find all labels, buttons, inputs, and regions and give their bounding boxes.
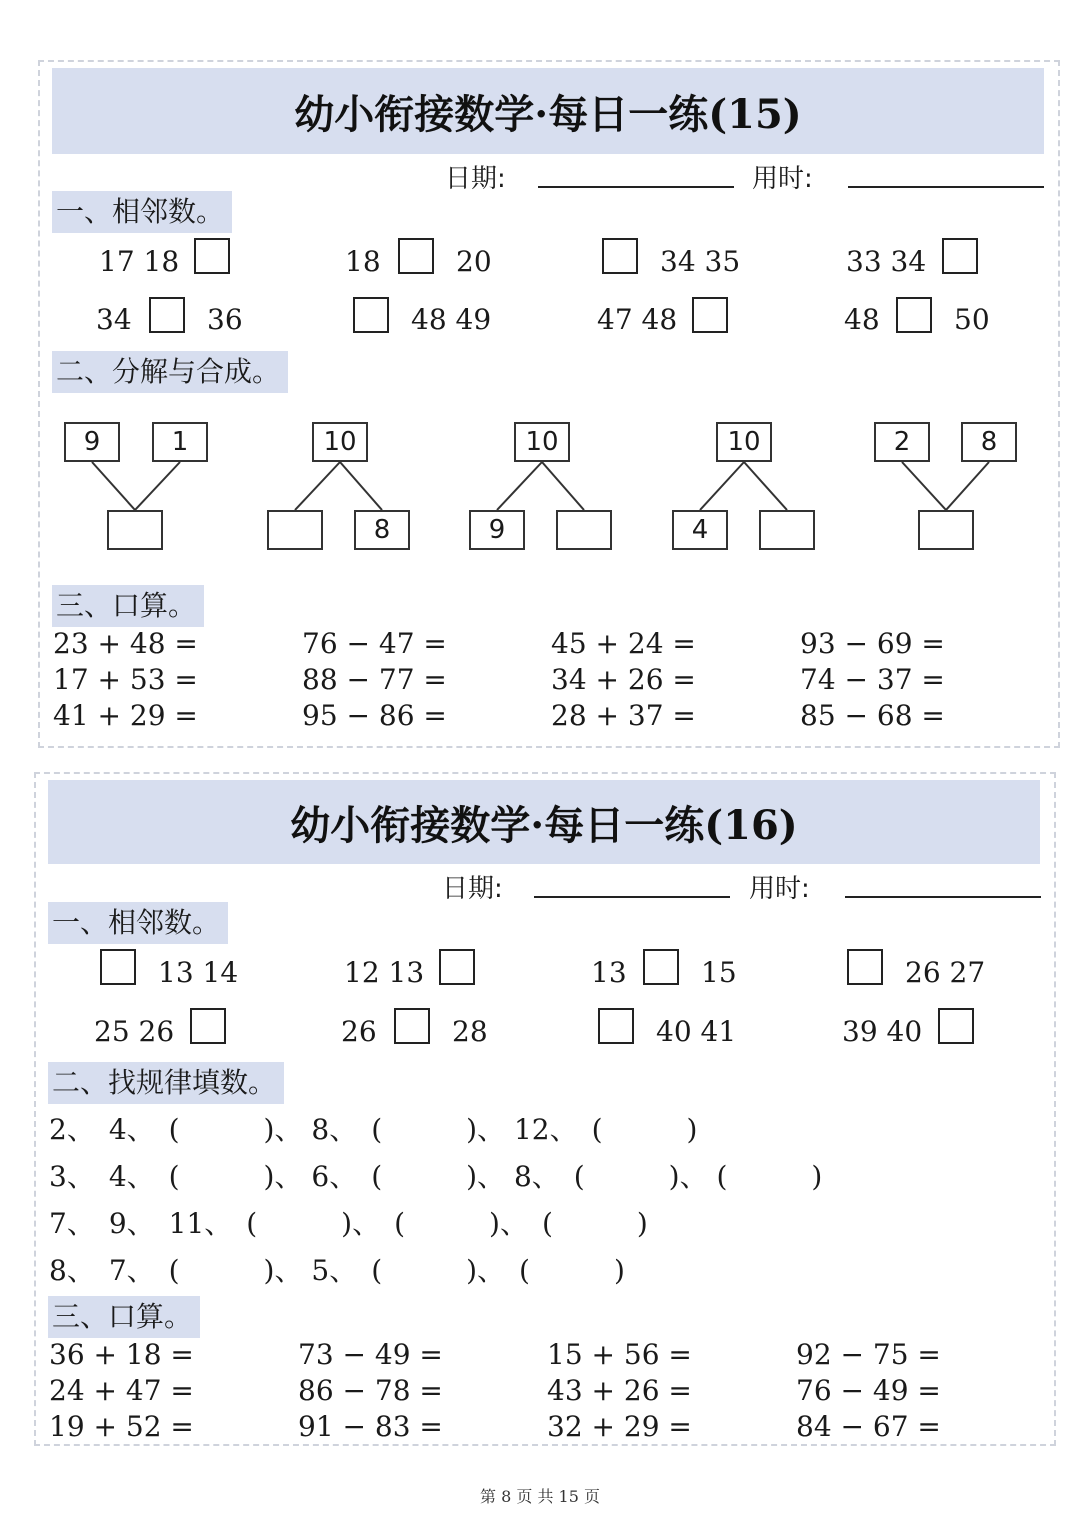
adjacent-number: 28 (452, 1015, 488, 1048)
worksheet-title: 幼小衔接数学·每日一练(16) (48, 780, 1040, 864)
time-label: 用时: (752, 164, 813, 194)
calc-problem: 95 − 86 = (302, 699, 447, 732)
calc-problem: 86 − 78 = (298, 1374, 443, 1407)
section-number-patterns: 二、找规律填数。 (48, 1062, 284, 1104)
adjacent-number: 15 (701, 956, 737, 989)
answer-box[interactable] (190, 1008, 226, 1044)
calc-problem: 73 − 49 = (298, 1338, 443, 1371)
calc-problem: 43 + 26 = (547, 1374, 692, 1407)
date-field[interactable] (534, 896, 730, 898)
pattern-row[interactable]: 3、 4、 ( )、 6、 ( )、 8、 ( )、 ( ) (49, 1160, 823, 1193)
page-footer: 第 8 页 共 15 页 (480, 1487, 600, 1506)
pattern-row[interactable]: 7、 9、 11、 ( )、 ( )、 ( ) (49, 1207, 648, 1240)
tree-number: 10 (514, 422, 570, 462)
answer-box[interactable] (847, 949, 883, 985)
answer-box[interactable] (643, 949, 679, 985)
answer-box[interactable] (394, 1008, 430, 1044)
adjacent-numbers: 17 18 (99, 245, 180, 278)
adjacent-number: 50 (954, 303, 990, 336)
tree-number: 8 (354, 510, 410, 550)
date-label: 日期: (442, 874, 503, 904)
calc-problem: 24 + 47 = (49, 1374, 194, 1407)
adjacent-numbers: 39 40 (842, 1015, 923, 1048)
calc-problem: 17 + 53 = (53, 663, 198, 696)
answer-box[interactable] (598, 1008, 634, 1044)
time-field[interactable] (845, 896, 1041, 898)
calc-problem: 32 + 29 = (547, 1410, 692, 1443)
date-label: 日期: (445, 164, 506, 194)
calc-problem: 28 + 37 = (551, 699, 696, 732)
adjacent-number: 18 (345, 245, 381, 278)
calc-problem: 84 − 67 = (796, 1410, 941, 1443)
calc-problem: 88 − 77 = (302, 663, 447, 696)
section-decompose-compose: 二、分解与合成。 (52, 351, 288, 393)
section-mental-math: 三、口算。 (52, 585, 204, 627)
calc-problem: 74 − 37 = (800, 663, 945, 696)
calc-problem: 93 − 69 = (800, 627, 945, 660)
calc-problem: 34 + 26 = (551, 663, 696, 696)
section-adjacent-numbers: 一、相邻数。 (52, 191, 232, 233)
pattern-row[interactable]: 2、 4、 ( )、 8、 ( )、 12、 ( ) (49, 1113, 698, 1146)
calc-problem: 76 − 47 = (302, 627, 447, 660)
section-mental-math: 三、口算。 (48, 1296, 200, 1338)
tree-number: 4 (672, 510, 728, 550)
adjacent-numbers: 25 26 (94, 1015, 175, 1048)
calc-problem: 92 − 75 = (796, 1338, 941, 1371)
tree-number: 2 (874, 422, 930, 462)
adjacent-numbers: 40 41 (656, 1015, 737, 1048)
worksheet-title: 幼小衔接数学·每日一练(15) (52, 68, 1044, 154)
tree-answer-box[interactable] (918, 510, 974, 550)
calc-problem: 76 − 49 = (796, 1374, 941, 1407)
adjacent-numbers: 48 49 (411, 303, 492, 336)
answer-box[interactable] (439, 949, 475, 985)
tree-answer-box[interactable] (556, 510, 612, 550)
section-adjacent-numbers: 一、相邻数。 (48, 902, 228, 944)
tree-number: 1 (152, 422, 208, 462)
calc-problem: 45 + 24 = (551, 627, 696, 660)
tree-number: 10 (716, 422, 772, 462)
adjacent-numbers: 26 27 (905, 956, 986, 989)
calc-problem: 19 + 52 = (49, 1410, 194, 1443)
adjacent-numbers: 47 48 (597, 303, 678, 336)
calc-problem: 36 + 18 = (49, 1338, 194, 1371)
calc-problem: 23 + 48 = (53, 627, 198, 660)
adjacent-number: 48 (844, 303, 880, 336)
time-label: 用时: (749, 874, 810, 904)
adjacent-numbers: 12 13 (344, 956, 425, 989)
calc-problem: 85 − 68 = (800, 699, 945, 732)
tree-answer-box[interactable] (267, 510, 323, 550)
adjacent-number: 36 (207, 303, 243, 336)
calc-problem: 15 + 56 = (547, 1338, 692, 1371)
adjacent-numbers: 33 34 (846, 245, 927, 278)
answer-box[interactable] (100, 949, 136, 985)
tree-answer-box[interactable] (759, 510, 815, 550)
adjacent-number: 26 (341, 1015, 377, 1048)
tree-number: 8 (961, 422, 1017, 462)
answer-box[interactable] (938, 1008, 974, 1044)
adjacent-number: 34 (96, 303, 132, 336)
tree-answer-box[interactable] (107, 510, 163, 550)
calc-problem: 91 − 83 = (298, 1410, 443, 1443)
adjacent-number: 13 (591, 956, 627, 989)
pattern-row[interactable]: 8、 7、 ( )、 5、 ( )、 ( ) (49, 1254, 625, 1287)
tree-number: 10 (312, 422, 368, 462)
tree-number: 9 (469, 510, 525, 550)
tree-number: 9 (64, 422, 120, 462)
adjacent-number: 20 (456, 245, 492, 278)
calc-problem: 41 + 29 = (53, 699, 198, 732)
adjacent-numbers: 13 14 (158, 956, 239, 989)
adjacent-numbers: 34 35 (660, 245, 741, 278)
